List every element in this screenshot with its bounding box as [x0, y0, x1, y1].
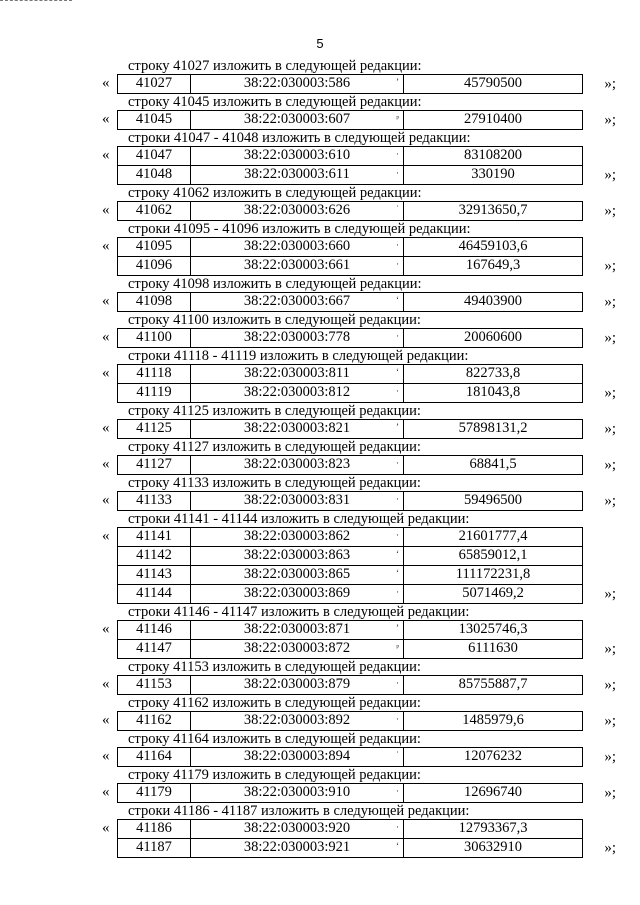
- cadastral-number-text: 38:22:030003:831: [243, 492, 351, 508]
- row-number-cell: 41187: [118, 839, 191, 857]
- cadastral-value-cell: 65859012,1: [458, 547, 528, 563]
- row-number-cell: 41179: [118, 784, 191, 802]
- amendments-list: [0, 58, 640, 858]
- amendment-block: [0, 312, 640, 348]
- scan-mark: ʻ: [396, 295, 399, 305]
- amendment-table: [0, 74, 640, 94]
- amendment-block: [0, 695, 640, 731]
- scan-mark: ʻ: [396, 549, 399, 559]
- cadastral-number-text: 38:22:030003:667: [243, 293, 351, 309]
- cadastral-value-cell: 822733,8: [465, 365, 521, 381]
- table-row: [117, 166, 616, 185]
- row-number-cell: 41096: [118, 257, 191, 275]
- close-quote-mark: »;: [604, 258, 616, 274]
- open-quote-mark: «: [102, 293, 110, 309]
- scan-mark: ·: [396, 587, 399, 597]
- cadastral-number-text: 38:22:030003:812: [243, 384, 351, 400]
- cadastral-value-cell: 83108200: [464, 147, 522, 163]
- row-number-cell: 41164: [118, 748, 191, 766]
- scan-mark: ʻ: [396, 367, 399, 377]
- amendment-table: [0, 237, 640, 276]
- cadastral-value-cell: 12696740: [464, 784, 522, 800]
- scan-mark: ·: [396, 259, 399, 269]
- close-quote-mark: »;: [604, 785, 616, 801]
- amendment-block: [0, 58, 640, 94]
- cadastral-number-text: 38:22:030003:586: [243, 75, 351, 91]
- scan-mark: ᵖ: [396, 113, 399, 123]
- amendment-block: [0, 94, 640, 130]
- amendment-caption: строку 41062 изложить в следующей редакции:: [128, 185, 422, 201]
- close-quote-mark: »;: [604, 749, 616, 765]
- open-quote-mark: «: [102, 75, 110, 91]
- amendment-table: [0, 783, 640, 803]
- table-row: [102, 328, 616, 348]
- close-quote-mark: »;: [604, 713, 616, 729]
- cadastral-number-text: 38:22:030003:778: [243, 329, 351, 345]
- open-quote-mark: «: [102, 111, 110, 127]
- open-quote-mark: «: [102, 238, 110, 254]
- amendment-caption: строку 41125 изложить в следующей редакции:: [128, 403, 421, 419]
- amendment-caption: строки 41186 - 41187 изложить в следующей редакции:: [128, 803, 470, 819]
- cadastral-number-cell: [191, 75, 404, 93]
- cadastral-value-cell: 68841,5: [469, 456, 517, 472]
- cadastral-number-cell: [191, 585, 404, 603]
- cadastral-value-cell: 12076232: [464, 748, 522, 764]
- close-quote-mark: »;: [604, 385, 616, 401]
- close-quote-mark: »;: [604, 330, 616, 346]
- row-number-cell: 41143: [118, 566, 191, 584]
- amendment-table: [0, 110, 640, 130]
- amendment-block: [0, 767, 640, 803]
- cadastral-number-cell: [191, 384, 404, 402]
- cadastral-number-text: 38:22:030003:879: [243, 676, 351, 692]
- cadastral-number-text: 38:22:030003:910: [243, 784, 351, 800]
- open-quote-mark: «: [102, 528, 110, 544]
- close-quote-mark: »;: [604, 457, 616, 473]
- table-row: [102, 711, 616, 731]
- amendment-caption: строку 41179 изложить в следующей редакции:: [128, 767, 421, 783]
- scan-mark: ·: [396, 530, 399, 540]
- amendment-caption: строку 41162 изложить в следующей редакции:: [128, 695, 421, 711]
- scan-mark: ·: [396, 240, 399, 250]
- row-number-cell: 41047: [118, 147, 191, 165]
- scan-mark: ʾ: [396, 750, 399, 760]
- cadastral-value-cell: 1485979,6: [462, 712, 524, 728]
- table-row: [117, 384, 616, 403]
- cadastral-number-text: 38:22:030003:871: [243, 621, 351, 637]
- cadastral-number-cell: [191, 202, 404, 220]
- cadastral-number-cell: [191, 293, 404, 311]
- close-quote-mark: »;: [604, 203, 616, 219]
- amendment-table: [0, 819, 640, 858]
- cadastral-value-cell: 13025746,3: [458, 621, 528, 637]
- cadastral-number-text: 38:22:030003:865: [243, 566, 351, 582]
- amendment-table: [0, 455, 640, 475]
- cadastral-number-text: 38:22:030003:626: [243, 202, 351, 218]
- table-row: [102, 819, 583, 839]
- close-quote-mark: »;: [604, 76, 616, 92]
- amendment-block: [0, 130, 640, 185]
- cadastral-value-cell: 20060600: [464, 329, 522, 345]
- row-number-cell: 41142: [118, 547, 191, 565]
- cadastral-number-text: 38:22:030003:660: [243, 238, 351, 254]
- amendment-table: [0, 527, 640, 604]
- row-number-cell: 41162: [118, 712, 191, 730]
- row-number-cell: 41045: [118, 111, 191, 129]
- cadastral-value-cell: 59496500: [464, 492, 522, 508]
- scan-mark: ʼ: [396, 422, 399, 432]
- close-quote-mark: »;: [604, 840, 616, 856]
- amendment-block: [0, 659, 640, 695]
- scan-mark: ʼ: [396, 77, 399, 87]
- open-quote-mark: «: [102, 147, 110, 163]
- close-quote-mark: »;: [604, 493, 616, 509]
- open-quote-mark: «: [102, 712, 110, 728]
- table-row: [102, 491, 616, 511]
- scan-mark: ʼ: [396, 623, 399, 633]
- row-number-cell: 41144: [118, 585, 191, 603]
- cadastral-number-cell: [191, 748, 404, 766]
- cadastral-value-cell: 6111630: [468, 640, 518, 656]
- cadastral-number-cell: [191, 329, 404, 347]
- close-quote-mark: »;: [604, 677, 616, 693]
- row-number-cell: 41100: [118, 329, 191, 347]
- cadastral-number-cell: [191, 111, 404, 129]
- row-number-cell: 41153: [118, 676, 191, 694]
- cadastral-number-text: 38:22:030003:894: [243, 748, 351, 764]
- close-quote-mark: »;: [604, 586, 616, 602]
- table-row: [117, 257, 616, 276]
- amendment-block: [0, 221, 640, 276]
- table-row: [102, 74, 616, 94]
- scan-artifact-line: [0, 0, 72, 2]
- amendment-table: [0, 419, 640, 439]
- amendment-block: [0, 511, 640, 604]
- cadastral-value-cell: 21601777,4: [458, 528, 528, 544]
- cadastral-number-cell: [191, 365, 404, 383]
- open-quote-mark: «: [102, 676, 110, 692]
- close-quote-mark: »;: [604, 421, 616, 437]
- amendment-block: [0, 439, 640, 475]
- open-quote-mark: «: [102, 329, 110, 345]
- amendment-table: [0, 675, 640, 695]
- scan-mark: ·: [396, 678, 399, 688]
- cadastral-number-text: 38:22:030003:872: [243, 640, 351, 656]
- amendment-caption: строку 41045 изложить в следующей редакции:: [128, 94, 422, 110]
- cadastral-value-cell: 5071469,2: [462, 585, 524, 601]
- cadastral-number-cell: [191, 492, 404, 510]
- table-row: [102, 747, 616, 767]
- amendment-table: [0, 146, 640, 185]
- row-number-cell: 41125: [118, 420, 191, 438]
- scan-mark: ·: [396, 494, 399, 504]
- table-row: [102, 675, 616, 695]
- cadastral-number-cell: [191, 676, 404, 694]
- row-number-cell: 41027: [118, 75, 191, 93]
- cadastral-value-cell: 330190: [471, 166, 515, 182]
- row-number-cell: 41147: [118, 640, 191, 658]
- amendment-table: [0, 292, 640, 312]
- cadastral-number-cell: [191, 640, 404, 658]
- scan-mark: ·: [396, 386, 399, 396]
- cadastral-value-cell: 30632910: [464, 839, 522, 855]
- table-row: [102, 620, 583, 640]
- scan-mark: ·: [396, 149, 399, 159]
- close-quote-mark: »;: [604, 167, 616, 183]
- amendment-caption: строки 41047 - 41048 изложить в следующей редакции:: [128, 130, 471, 146]
- scan-mark: ·: [396, 714, 399, 724]
- cadastral-value-cell: 167649,3: [465, 257, 521, 273]
- scan-mark: ʻ: [396, 841, 399, 851]
- scan-mark: ·: [396, 458, 399, 468]
- table-row: [117, 547, 583, 566]
- scan-mark: ·: [396, 822, 399, 832]
- amendment-caption: строку 41133 изложить в следующей редакции:: [128, 475, 421, 491]
- amendment-block: [0, 475, 640, 511]
- amendment-block: [0, 185, 640, 221]
- scan-mark: ·: [396, 786, 399, 796]
- amendment-table: [0, 711, 640, 731]
- row-number-cell: 41133: [118, 492, 191, 510]
- cadastral-number-cell: [191, 566, 404, 584]
- table-row: [117, 585, 616, 604]
- open-quote-mark: «: [102, 748, 110, 764]
- table-row: [102, 146, 583, 166]
- cadastral-number-text: 38:22:030003:920: [243, 820, 351, 836]
- scan-mark: ʻ: [396, 568, 399, 578]
- amendment-block: [0, 403, 640, 439]
- cadastral-value-cell: 49403900: [464, 293, 522, 309]
- row-number-cell: 41098: [118, 293, 191, 311]
- scan-mark: ·: [396, 331, 399, 341]
- cadastral-number-cell: [191, 166, 404, 184]
- page-number: 5: [316, 36, 324, 51]
- amendment-caption: строку 41127 изложить в следующей редакции:: [128, 439, 421, 455]
- amendment-caption: строки 41095 - 41096 изложить в следующей редакции:: [128, 221, 471, 237]
- cadastral-value-cell: 111172231,8: [455, 566, 531, 582]
- close-quote-mark: »;: [604, 641, 616, 657]
- table-row: [102, 455, 616, 475]
- amendment-block: [0, 348, 640, 403]
- cadastral-number-cell: [191, 547, 404, 565]
- amendment-caption: строку 41153 изложить в следующей редакции:: [128, 659, 421, 675]
- cadastral-number-cell: [191, 820, 404, 838]
- cadastral-value-cell: 46459103,6: [458, 238, 528, 254]
- table-row: [102, 201, 616, 221]
- row-number-cell: 41118: [118, 365, 191, 383]
- cadastral-number-text: 38:22:030003:869: [243, 585, 351, 601]
- table-row: [117, 839, 616, 858]
- cadastral-number-text: 38:22:030003:607: [243, 111, 351, 127]
- amendment-block: [0, 276, 640, 312]
- amendment-block: [0, 731, 640, 767]
- open-quote-mark: «: [102, 492, 110, 508]
- table-row: [117, 566, 583, 585]
- cadastral-value-cell: 32913650,7: [458, 202, 528, 218]
- row-number-cell: 41048: [118, 166, 191, 184]
- close-quote-mark: »;: [604, 294, 616, 310]
- table-row: [102, 364, 583, 384]
- cadastral-number-text: 38:22:030003:863: [243, 547, 351, 563]
- amendment-table: [0, 747, 640, 767]
- cadastral-number-cell: [191, 456, 404, 474]
- cadastral-number-cell: [191, 528, 404, 546]
- amendment-table: [0, 620, 640, 659]
- cadastral-value-cell: 85755887,7: [458, 676, 528, 692]
- scan-mark: ᵖ: [396, 642, 399, 652]
- cadastral-value-cell: 12793367,3: [458, 820, 528, 836]
- cadastral-number-text: 38:22:030003:921: [243, 839, 351, 855]
- row-number-cell: 41127: [118, 456, 191, 474]
- table-row: [102, 292, 616, 312]
- cadastral-value-cell: 181043,8: [465, 384, 521, 400]
- cadastral-number-text: 38:22:030003:862: [243, 528, 351, 544]
- amendment-caption: строку 41164 изложить в следующей редакции:: [128, 731, 421, 747]
- amendment-table: [0, 328, 640, 348]
- open-quote-mark: «: [102, 456, 110, 472]
- cadastral-number-text: 38:22:030003:821: [243, 420, 351, 436]
- open-quote-mark: «: [102, 820, 110, 836]
- cadastral-number-text: 38:22:030003:823: [243, 456, 351, 472]
- row-number-cell: 41186: [118, 820, 191, 838]
- row-number-cell: 41095: [118, 238, 191, 256]
- scan-mark: ·: [396, 168, 399, 178]
- scan-mark: ʾ: [396, 204, 399, 214]
- cadastral-number-text: 38:22:030003:892: [243, 712, 351, 728]
- open-quote-mark: «: [102, 202, 110, 218]
- amendment-table: [0, 201, 640, 221]
- cadastral-number-text: 38:22:030003:811: [244, 365, 350, 381]
- open-quote-mark: «: [102, 784, 110, 800]
- amendment-block: [0, 803, 640, 858]
- row-number-cell: 41062: [118, 202, 191, 220]
- cadastral-number-cell: [191, 621, 404, 639]
- cadastral-number-cell: [191, 257, 404, 275]
- table-row: [102, 783, 616, 803]
- table-row: [102, 110, 616, 130]
- amendment-table: [0, 364, 640, 403]
- cadastral-value-cell: 45790500: [464, 75, 522, 91]
- amendment-caption: строку 41098 изложить в следующей редакции:: [128, 276, 422, 292]
- amendment-caption: строки 41118 - 41119 изложить в следующей редакции:: [128, 348, 469, 364]
- table-row: [102, 527, 583, 547]
- cadastral-number-cell: [191, 147, 404, 165]
- open-quote-mark: «: [102, 621, 110, 637]
- cadastral-number-cell: [191, 839, 404, 857]
- amendment-table: [0, 491, 640, 511]
- table-row: [102, 419, 616, 439]
- cadastral-value-cell: 57898131,2: [458, 420, 528, 436]
- cadastral-number-text: 38:22:030003:661: [243, 257, 351, 273]
- cadastral-number-cell: [191, 784, 404, 802]
- table-row: [117, 640, 616, 659]
- table-row: [102, 237, 583, 257]
- amendment-caption: строки 41141 - 41144 изложить в следующей редакции:: [128, 511, 470, 527]
- row-number-cell: 41119: [118, 384, 191, 402]
- amendment-block: [0, 604, 640, 659]
- amendment-caption: строку 41027 изложить в следующей редакции:: [128, 58, 422, 74]
- row-number-cell: 41146: [118, 621, 191, 639]
- cadastral-number-text: 38:22:030003:611: [244, 166, 350, 182]
- amendment-caption: строки 41146 - 41147 изложить в следующей редакции:: [128, 604, 470, 620]
- row-number-cell: 41141: [118, 528, 191, 546]
- cadastral-number-cell: [191, 420, 404, 438]
- open-quote-mark: «: [102, 420, 110, 436]
- close-quote-mark: »;: [604, 112, 616, 128]
- cadastral-number-cell: [191, 238, 404, 256]
- open-quote-mark: «: [102, 365, 110, 381]
- amendment-caption: строку 41100 изложить в следующей редакции:: [128, 312, 421, 328]
- cadastral-number-cell: [191, 712, 404, 730]
- cadastral-number-text: 38:22:030003:610: [243, 147, 351, 163]
- cadastral-value-cell: 27910400: [464, 111, 522, 127]
